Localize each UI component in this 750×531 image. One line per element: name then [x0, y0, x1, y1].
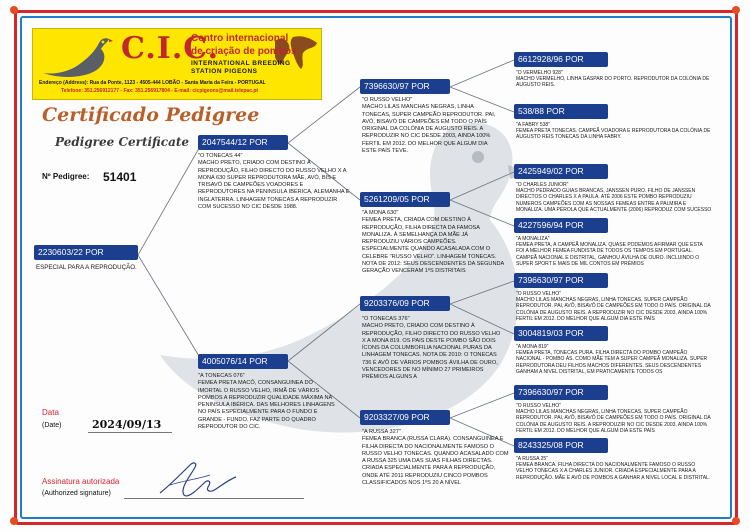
date-label: Data: [42, 408, 59, 417]
sss-description: MACHO VERMELHO, LINHA GASPAR DO PORTO. REPRODUTOR DA COLÓNIA DE AUGUSTO REIS.: [516, 76, 710, 89]
sdd-details: [516, 236, 712, 267]
root-ring-number: 2230603/22 POR: [34, 245, 138, 260]
date-box: [32, 406, 182, 438]
dss-ring-number: 7396630/97 POR: [514, 273, 608, 288]
sdd-name: "A MONALIZA": [516, 236, 550, 242]
sire-ring-number: 2047544/12 POR: [198, 135, 288, 150]
dsd-name: "A MONA 819": [516, 344, 549, 350]
pedigree-number: 51401: [103, 170, 137, 184]
handwritten-signature-icon: [150, 455, 240, 503]
ss-description: MACHO LILAS MANCHAS NEGRAS, LINHA TONECAS, SUPER CAMPEÃO REPRODUTOR. PAI, AVÓ, BISAVÓ DE CAMPEÕES EM TODO O PAÍS ORIGINAL DA COLÓNIA DE AUGUSTO REIS. A REPRODUZIR NO CIC DESDE 2003, AINDA 100% FERTIL EM 2012. DO MELHOR QUE ALGUM DIA ESTE PAÍS TEVE.: [362, 104, 496, 155]
sds-description: MACHO PEDRADO GUIAS BRANCAS, JANSSEN PURO. FILHO DE JANSSEN DIRECTOS O CHARLES X A PAULA. ATÉ 2006 ESTE POMBO REPRODUZIU NUMEROS CAMPEÕES COM AS NOSSAS FEMEAS ENTRE A PALMIRA E MONALIZA. UMA PÉROLA QUE ACTUALMENTE (2006) REPRODUZ COM SUCESSO: [516, 188, 712, 213]
dd-name: "A RUSSA 327": [362, 429, 401, 435]
root-description: ESPECIAL PARA A REPRODUÇÃO.: [36, 264, 137, 271]
dds-name: "O RUSSO VELHO": [516, 403, 561, 409]
pedigree-number-label: Nº Pedigree:: [42, 172, 90, 181]
dsd-details: [516, 344, 712, 375]
ss-name: "O RUSSO VELHO": [362, 97, 413, 103]
dd-details: [362, 429, 510, 487]
sire-name: "O TONECAS 44": [198, 153, 243, 159]
sire-details: [198, 153, 350, 211]
header-contacts: Telefone: 351.256912177 - Fax: 351.256917804 - E-mail: cicpigeons@mail.telepac.pt: [61, 88, 259, 94]
certificate-subtitle: Pedigree Certificate: [55, 135, 190, 149]
dsd-description: FEMEA PRETA, TONECAS PURA. FILHA DIRECTA DO POMBO CAMPEÃO NACIONAL - POMBO ÁS. COMO MÃE TEM A SUPER CAMPEÃ MONALIZA. SUPER REPRODUTORA DEU FILHOS MACHOS DIFERENTES. SEUS DESCENDENTES GANHAM A NIVEL DISTRITAL, EM PRATICAMENTE TODOS OS: [516, 350, 708, 375]
dam-ring-number: 4005076/14 POR: [198, 354, 288, 369]
sd-ring-number: 5261209/05 POR: [360, 192, 450, 207]
ss-ring-number: 7396630/97 POR: [360, 79, 450, 94]
header-line-2: de criação de pombos: [191, 46, 297, 57]
ssd-name: "A FABRY 538": [516, 122, 550, 128]
dam-name: "A TONECAS 076": [198, 373, 245, 379]
signature-label-en: (Authorized signature): [42, 490, 111, 497]
sd-name: "A MONA 630": [362, 210, 399, 216]
dss-details: [516, 291, 712, 322]
date-value: 2024/09/13: [92, 418, 162, 431]
dsd-ring-number: 3004819/03 POR: [514, 326, 608, 341]
ssd-details: [516, 122, 712, 141]
ds-details: [362, 316, 504, 382]
header-line-4: STATION PIGEONS: [191, 68, 258, 75]
sds-name: "O CHARLES JUNIOR": [516, 182, 569, 188]
header-line-1: Centro internacional: [191, 33, 289, 44]
sd-details: [362, 210, 504, 276]
dam-description: FEMEA PRETA MACÔ, CONSANGUINEA DO IMORTAL O RUSSO VELHO, IRMÃ DE VÁRIOS POMBOS A REPRODUZIR QUALIDADE MÁXIMA NA PENINSULA IBÉRICA. DAS MELHORES LINHAGENS NO PAÍS ESPECIALMENTE PARA O FUNDO E GRANDE - FUNDO. FAZ PARTE DO QUADRO REPRODUTOR DO CIC.: [198, 380, 335, 431]
ss-details: [362, 97, 502, 155]
signature-label: Assinatura autorizada: [42, 477, 120, 486]
dss-name: "O RUSSO VELHO": [516, 291, 561, 297]
date-label-en: (Date): [42, 422, 62, 429]
ds-description: MACHO PRETO, CRIADO COM DESTINO À REPRODUÇÃO, FILHO DIRECTO DO RUSSO VELHO X A MONA 819. OS PAIS DESTE POMBO SÃO DOIS ÍCONS DA COLUMBOFILIA NACIONAL PURAS DA LINHAGEM TONECAS. NOTA DE 2010: O TONECAS 736 É AVÔ DE VÁRIOS POMBOS ÁVILHA DE OURO, VENCEDORES DE NO MÍNIMO 27 PRIMEIROS PRÉMIOS ALGUNS A: [362, 323, 501, 381]
dd-description: FEMEA BRANCA (RUSSA CLARA). CONSANGUINEA E FILHA DIRECTA DO NACIONALMENTE FAMOSO O RUSSO VELHO TONECAS. QUANDO ACASALADO COM A RUSSA 325 UMA DAS SUAS FILHAS DIRECTAS. CRIADA ESPECIALMENTE PARA A REPRODUÇÃO, ONDE ATÉ 2011 REPRODUZIU CINCO POMBOS CLASSIFICADOS NOS 1ºS 20 A NÍVEL: [362, 436, 509, 487]
sss-details: [516, 70, 712, 89]
header-line-3: INTERNATIONAL BREEDING: [191, 60, 291, 67]
dds-ring-number: 7396630/97 POR: [514, 385, 608, 400]
dd-ring-number: 9203327/09 POR: [360, 410, 450, 425]
ds-ring-number: 9203376/09 POR: [360, 296, 450, 311]
date-underline: [88, 432, 172, 433]
ddd-name: "A RUSSA 25": [516, 456, 548, 462]
sds-ring-number: 2425949/02 POR: [514, 164, 608, 179]
sds-details: [516, 182, 712, 213]
ddd-ring-number: 8243325/08 POR: [514, 438, 608, 453]
dds-description: MACHO LILAS MANCHAS NEGRAS, LINHA TONECAS, SUPER CAMPEÃO REPRODUTOR. PAI, AVÔ, BISAVÔ DE CAMPEÕES EM TODO O PAÍS. ORIGINAL DA COLÓNIA DE AUGUSTO REIS. A REPRODUZIR NO CIC DESDE 2003, AINDA 100% FERTIL EM 2012. DO MELHOR QUE ALGUM DIA ESTE PAÍS: [516, 409, 711, 434]
ds-name: "O TONECAS 376": [362, 316, 410, 322]
sss-ring-number: 6612928/96 POR: [514, 52, 608, 67]
logo-text: C.I.C.: [121, 31, 220, 66]
ssd-ring-number: 538/88 POR: [514, 104, 608, 119]
header-address: Endereço (Address): Rua da Ponte, 1123 - 4505-444 LOBÃO - Santa Maria da Feira - PORTUGAL: [39, 80, 266, 86]
sd-description: FEMEA PRETA, CRIADA COM DESTINO À REPRODUÇÃO, FILHA DIRECTA DA FAMOSA MONALIZA. À SEMELHANÇA DA MÃE JÁ REPRODUZIU VÁRIOS CAMPEÕES. ESPECIALMENTE QUANDO ACASALADA COM O CELEBRE "RUSSO VELHO". LINHAGEM TONECAS. NOTA DE 2012: SEUS DESCENDENTES DA SEGUNDA GERAÇÃO VENCERAM 1ºS DISTRITAIS: [362, 217, 504, 275]
sss-name: "O VERMELHO 928": [516, 70, 563, 76]
certificate-title: Certificado Pedigree: [42, 104, 260, 126]
ssd-description: FEMEA PRETA TONECAS. CAMPEÃ VOADORA E REPRODUTORA DA COLÓNIA DE AUGUSTO REIS TONECAS DA LINHA FABRY.: [516, 128, 711, 141]
sdd-description: FEMEA PRETA, A CAMPEÃ MONALIZA. QUASE PODEMOS AFIRMAR QUE ESTA FOI A MELHOR FEMEA FUNDISTA DE TODOS OS TEMPOS EM PORTUGAL. CAMPEÃ NACIONAL E DISTRITAL, GANHOU ÁVILHA DE OURO. INCLUINDO O SUPER SPORT E MAIS DE MIL CONTOS EM PRÉMIOS: [516, 242, 703, 267]
sdd-ring-number: 4227596/94 POR: [514, 218, 608, 233]
ddd-details: [516, 456, 712, 481]
ddd-description: FEMEA BRANCA. FILHA DIRECTA DO NACIONALMENTE FAMOSO O RUSSO VELHO TONECAS X A CHARLES JUNIOR. CRIADA ESPECIALMENTE PARA A REPRODUÇÃO. MÃE E AVÓ DE POMBOS A GANHAR A NIVEL LOCAL E DISTRITAL.: [516, 462, 711, 481]
dam-details: [198, 373, 338, 431]
dds-details: [516, 403, 712, 434]
sire-description: MACHO PRETO, CRIADO COM DESTINO À REPRODUÇÃO, FILHO DIRECTO DO RUSSO VELHO X A MONA 630 SUPER REPRODUTORA MÃE, AVÓ, BIS E TRISAVÓ DE CAMPEÕES VOADORES E REPRODUTORES NA PENINSULA IBÉRICA, ALEMANHA E INGLATERRA. LINHAGEM TONECAS A REPRODUZIR COM SUCESSO NO CIC DESDE 1988.: [198, 160, 350, 211]
dss-description: MACHO LILAS MANCHAS NEGRAS, LINHA TONECAS, SUPER CAMPEÃO REPRODUTOR. PAI, AVÔ, BISAVÔ DE CAMPEÕES EM TODO O PAÍS. ORIGINAL DA COLÓNIA DE AUGUSTO REIS. A REPRODUZIR NO CIC DESDE 2003, AINDA 100% FERTIL EM 2012. DO MELHOR QUE ALGUM DIA ESTE PAÍS: [516, 297, 711, 322]
